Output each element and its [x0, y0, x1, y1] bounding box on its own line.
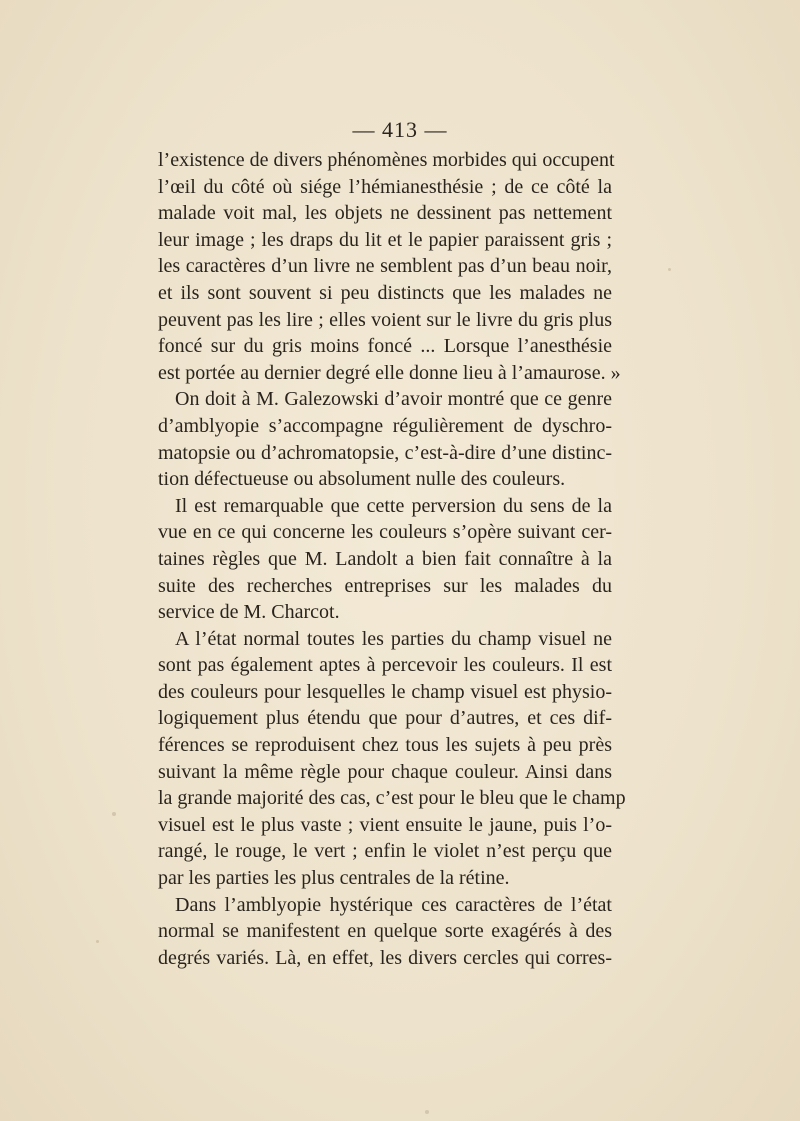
text-line: taines règles que M. Landolt a bien fait connaître à la — [158, 547, 612, 570]
text-line: visuel est le plus vaste ; vient ensuite le jaune, puis l’o- — [158, 813, 612, 836]
text-line: A l’état normal toutes les parties du champ visuel ne — [175, 627, 612, 650]
text-line: l’existence de divers phénomènes morbides qui occupent — [158, 149, 615, 171]
text-line: malade voit mal, les objets ne dessinent pas nettement — [158, 202, 612, 225]
text-line: logiquement plus étendu que pour d’autres, et ces dif- — [158, 707, 612, 730]
text-line: suivant la même règle pour chaque couleur. Ainsi dans — [158, 760, 612, 783]
text-line: des couleurs pour lesquelles le champ visuel est physio- — [158, 680, 612, 703]
paper-speck — [425, 1110, 429, 1114]
text-line: foncé sur du gris moins foncé ... Lorsque l’anesthésie — [158, 335, 612, 358]
text-line: par les parties les plus centrales de la rétine. — [158, 867, 510, 890]
text-line: d’amblyopie s’accompagne régulièrement de dyschro- — [158, 414, 612, 437]
text-line: sont pas également aptes à percevoir les couleurs. Il est — [158, 654, 612, 677]
text-line: Il est remarquable que cette perversion du sens de la — [175, 494, 612, 517]
text-line: matopsie ou d’achromatopsie, c’est-à-dire d’une distinc- — [158, 441, 612, 464]
text-line: vue en ce qui concerne les couleurs s’opère suivant cer- — [158, 521, 612, 544]
text-line: les caractères d’un livre ne semblent pas d’un beau noir, — [158, 255, 612, 278]
text-line: et ils sont souvent si peu distincts que les malades ne — [158, 281, 612, 304]
text-line: normal se manifestent en quelque sorte exagérés à des — [158, 920, 612, 943]
text-line: leur image ; les draps du lit et le papier paraissent gris ; — [158, 228, 612, 251]
text-line: la grande majorité des cas, c’est pour le bleu que le champ — [158, 787, 626, 810]
text-line: peuvent pas les lire ; elles voient sur le livre du gris plus — [158, 308, 612, 331]
text-line: tion défectueuse ou absolument nulle des couleurs. — [158, 468, 566, 491]
page-number: — 413 — — [352, 117, 448, 142]
text-line: rangé, le rouge, le vert ; enfin le violet n’est perçu que — [158, 840, 612, 863]
paper-speck — [96, 940, 99, 943]
text-line: Dans l’amblyopie hystérique ces caractères de l’état — [175, 893, 612, 916]
text-line: férences se reproduisent chez tous les sujets à peu près — [158, 734, 612, 757]
body-text — [158, 147, 626, 971]
text-line: service de M. Charcot. — [158, 601, 340, 624]
text-line: suite des recherches entreprises sur les malades du — [158, 574, 612, 597]
text-line: est portée au dernier degré elle donne lieu à l’amaurose. » — [158, 361, 621, 384]
paper-speck — [112, 812, 116, 816]
text-line: On doit à M. Galezowski d’avoir montré que ce genre — [175, 388, 612, 411]
text-line: l’œil du côté où siége l’hémianesthésie ; de ce côté la — [158, 175, 612, 198]
paper-speck — [668, 268, 671, 271]
text-line: degrés variés. Là, en effet, les divers cercles qui corres- — [158, 946, 612, 969]
